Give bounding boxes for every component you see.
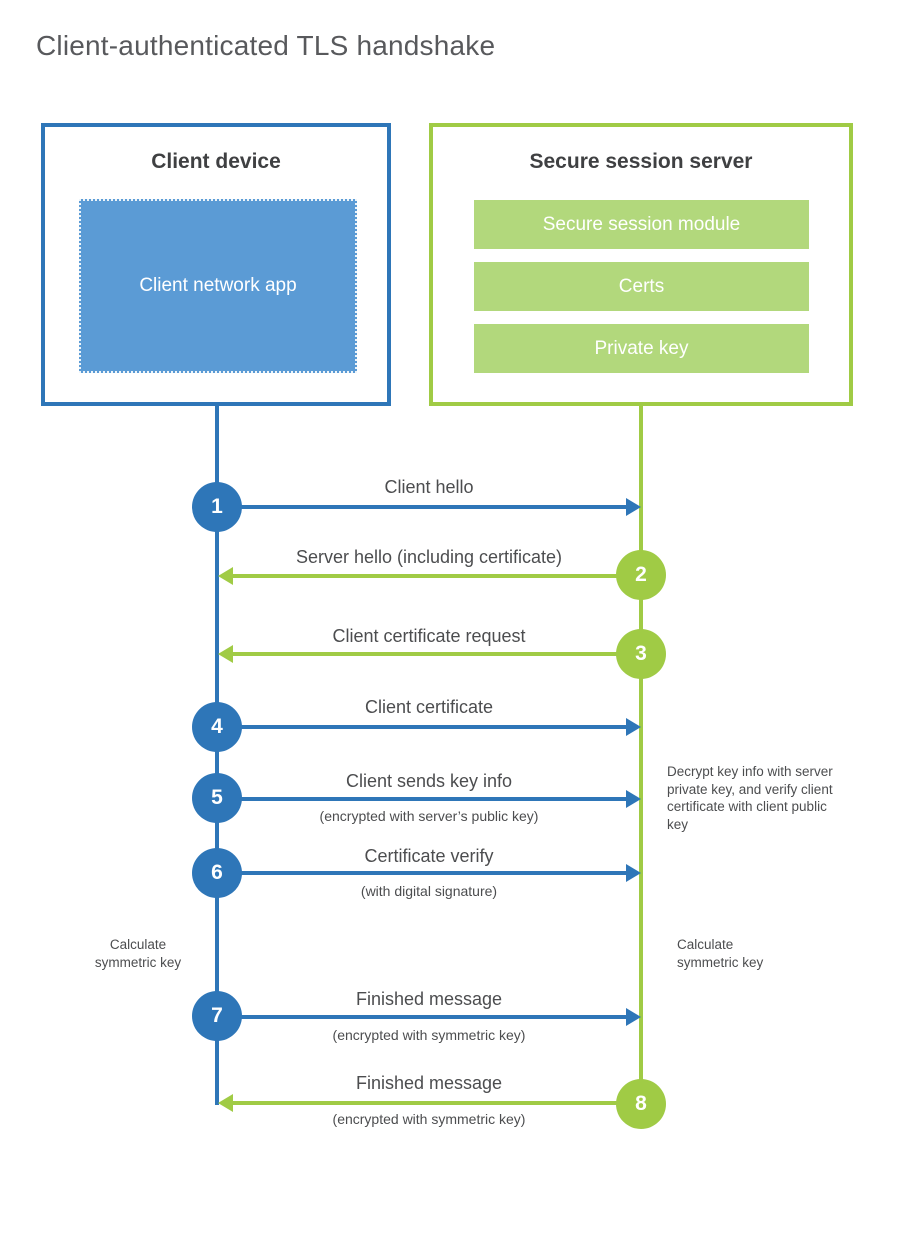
message-label-2: Server hello (including certificate) (295, 547, 563, 567)
step-circle-5: 5 (192, 773, 242, 823)
message-label-4: Client certificate (364, 697, 494, 717)
arrow-line-7 (217, 1015, 627, 1019)
step-circle-8: 8 (616, 1079, 666, 1129)
arrow-line-6 (217, 871, 627, 875)
client-network-app-label: Client network app (139, 275, 297, 296)
message-label-3: Client certificate request (332, 626, 526, 646)
step-circle-4: 4 (192, 702, 242, 752)
page-title: Client-authenticated TLS handshake (36, 30, 496, 61)
arrowhead-right-icon (626, 1008, 641, 1026)
arrow-line-2 (233, 574, 641, 578)
message-sublabel-5: (encrypted with server’s public key) (319, 808, 539, 824)
step-circle-3: 3 (616, 629, 666, 679)
message-sublabel-7: (encrypted with symmetric key) (332, 1027, 526, 1043)
arrowhead-right-icon (626, 498, 641, 516)
message-label-1: Client hello (384, 477, 474, 497)
message-label-6: Certificate verify (364, 846, 494, 866)
arrowhead-right-icon (626, 790, 641, 808)
step-circle-1: 1 (192, 482, 242, 532)
message-sublabel-8: (encrypted with symmetric key) (332, 1111, 526, 1127)
arrowhead-left-icon (218, 567, 233, 585)
arrowhead-right-icon (626, 864, 641, 882)
step-circle-6: 6 (192, 848, 242, 898)
arrow-line-1 (217, 505, 627, 509)
message-label-5: Client sends key info (345, 771, 513, 791)
arrowhead-left-icon (218, 1094, 233, 1112)
server-module-private-key: Private key (474, 324, 809, 373)
server-module-certs: Certs (474, 262, 809, 311)
arrow-line-3 (233, 652, 641, 656)
message-label-8: Finished message (355, 1073, 503, 1093)
client-device-title: Client device (151, 150, 281, 173)
server-module-secure-session: Secure session module (474, 200, 809, 249)
step-circle-2: 2 (616, 550, 666, 600)
client-network-app-box (79, 199, 357, 373)
arrowhead-left-icon (218, 645, 233, 663)
arrow-line-8 (233, 1101, 641, 1105)
server-decrypt-note: Decrypt key info with server private key, and verify client certificate with client public key (667, 764, 833, 832)
arrow-line-5 (217, 797, 627, 801)
message-sublabel-6: (with digital signature) (360, 883, 498, 899)
client-calculate-key-note: Calculate symmetric key (94, 937, 182, 970)
server-calculate-key-note: Calculate symmetric key (677, 937, 764, 970)
step-circle-7: 7 (192, 991, 242, 1041)
message-label-7: Finished message (355, 989, 503, 1009)
secure-session-server-title: Secure session server (529, 150, 753, 173)
arrow-line-4 (217, 725, 627, 729)
arrowhead-right-icon (626, 718, 641, 736)
